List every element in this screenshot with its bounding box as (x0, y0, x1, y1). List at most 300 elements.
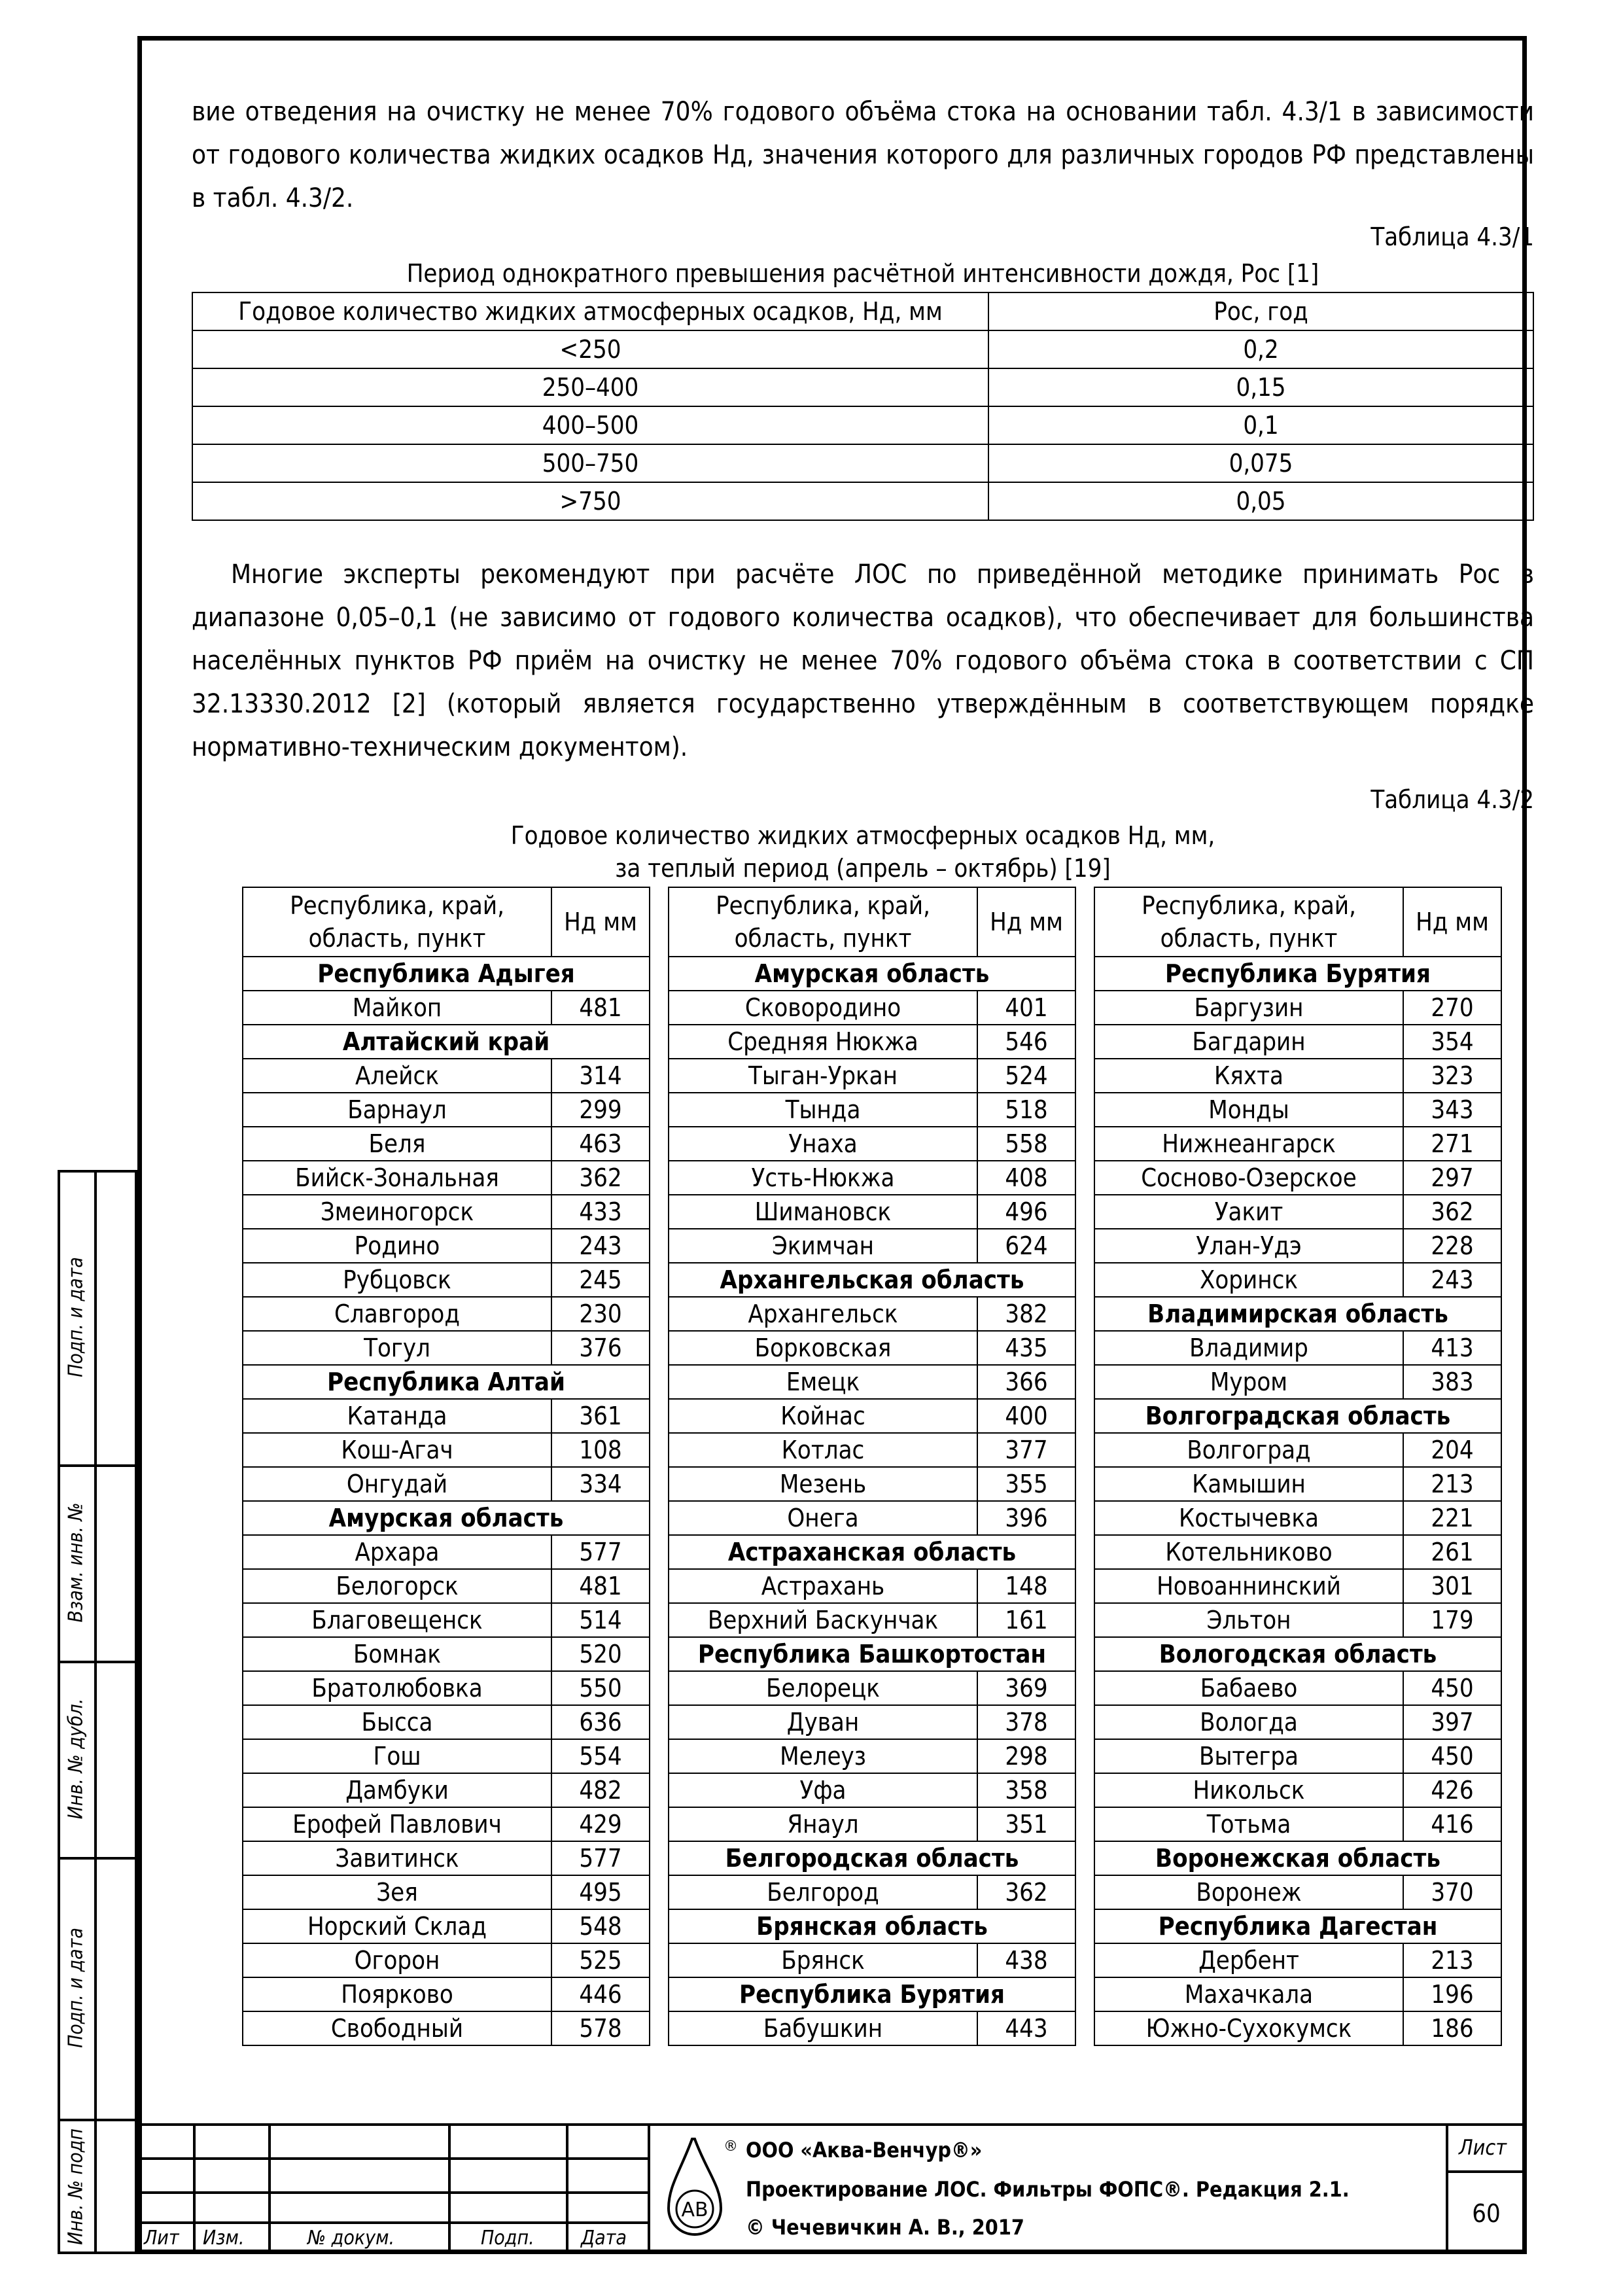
table-row (669, 1161, 1075, 1195)
table-row (1094, 1059, 1501, 1093)
place-name: Бабаево (1094, 1671, 1403, 1705)
table-row (669, 1909, 1075, 1943)
table-row (1094, 1229, 1501, 1263)
header-value: Hд мм (977, 887, 1075, 957)
precipitation-value: 383 (1403, 1365, 1501, 1399)
table-row (243, 1569, 650, 1603)
table-row (1094, 1977, 1501, 2011)
side-cell-vzam-inv (58, 1464, 97, 1661)
stamp-col-line (268, 2123, 271, 2254)
table2-caption-line1: Годовое количество жидких атмосферных осадков Hд, мм, (510, 821, 1215, 850)
table1-cell: 250–400 (192, 368, 988, 406)
precipitation-value: 636 (551, 1705, 650, 1739)
table-row (243, 991, 650, 1025)
table-row (243, 1705, 650, 1739)
logo-lettering: АВ (681, 2199, 708, 2221)
table-row (1094, 957, 1501, 991)
precipitation-value: 396 (977, 1501, 1075, 1535)
region-name: Республика Адыгея (243, 957, 650, 991)
place-name: Бысса (243, 1705, 551, 1739)
table-row (243, 1433, 650, 1467)
table-row (1094, 1161, 1501, 1195)
place-name: Костычевка (1094, 1501, 1403, 1535)
table-row (669, 2011, 1075, 2045)
table-row (243, 1501, 650, 1535)
table1-cell: 0,05 (988, 482, 1533, 520)
place-name: Норский Склад (243, 1909, 551, 1943)
company-logo (661, 2135, 738, 2243)
place-name: Змеиногорск (243, 1195, 551, 1229)
table-row (1094, 1433, 1501, 1467)
table-row (243, 1535, 650, 1569)
place-name: Ерофей Павлович (243, 1807, 551, 1841)
place-name: Воронеж (1094, 1875, 1403, 1909)
precipitation-value: 323 (1403, 1059, 1501, 1093)
sheet-number: 60 (1472, 2199, 1501, 2228)
table-row (669, 1943, 1075, 1977)
table-row (243, 1263, 650, 1297)
place-name: Южно-Сухокумск (1094, 2011, 1403, 2045)
table1-cell: 0,15 (988, 368, 1533, 406)
stamp-col-izm: Изм. (203, 2227, 245, 2250)
table-row (669, 1059, 1075, 1093)
precipitation-value: 161 (977, 1603, 1075, 1637)
table-row (243, 957, 650, 991)
precipitation-value: 230 (551, 1297, 650, 1331)
place-name: Средняя Нюкжа (669, 1025, 977, 1059)
table-row (669, 1263, 1075, 1297)
place-name: Эльтон (1094, 1603, 1403, 1637)
table-row (243, 1365, 650, 1399)
table-row (243, 1025, 650, 1059)
table-row (669, 1739, 1075, 1773)
document-title: Проектирование ЛОС. Фильтры ФОПС®. Редакция 2.1. (746, 2177, 1350, 2202)
precipitation-value: 525 (551, 1943, 650, 1977)
place-name: Дербент (1094, 1943, 1403, 1977)
place-name: Мезень (669, 1467, 977, 1501)
table-row (243, 1399, 650, 1433)
precipitation-value: 481 (551, 1569, 650, 1603)
paragraph-experts-text: Многие эксперты рекомендуют при расчёте ЛОС по приведённой методике принимать Pос в диапазоне 0,05–0,1 (не зависимо от годового количества осадков), что обеспечивает для большинства населённых пунктов РФ приём на очистку не менее 70% годового объёма стока в соответствии с СП 32.13330.2012 [2] (который является государственно утверждённым в соответствующем порядке нормативно-техническим документом). (192, 559, 1534, 762)
precipitation-value: 213 (1403, 1943, 1501, 1977)
copyright: © Чечевичкин А. В., 2017 (746, 2215, 1024, 2240)
place-name: Камышин (1094, 1467, 1403, 1501)
table-row (669, 1195, 1075, 1229)
stamp-col-podp: Подп. (481, 2227, 534, 2250)
place-name: Никольск (1094, 1773, 1403, 1807)
table-row (669, 1705, 1075, 1739)
place-name: Баргузин (1094, 991, 1403, 1025)
place-name: Братолюбовка (243, 1671, 551, 1705)
table-row (669, 1603, 1075, 1637)
table1-caption: Период однократного превышения расчётной интенсивности дождя, Pос [1] (406, 259, 1319, 288)
table2-caption (192, 819, 1534, 885)
precipitation-value: 550 (551, 1671, 650, 1705)
precipitation-value: 401 (977, 991, 1075, 1025)
table-header-row (243, 887, 650, 957)
precipitation-value: 577 (551, 1535, 650, 1569)
svg-text:®: ® (724, 2138, 738, 2155)
precipitation-value: 481 (551, 991, 650, 1025)
table-row (669, 1331, 1075, 1365)
table-row (1094, 1535, 1501, 1569)
place-name: Борковская (669, 1331, 977, 1365)
stamp-col-dokum: № докум. (307, 2227, 395, 2250)
precipitation-value: 270 (1403, 991, 1501, 1025)
precipitation-value: 429 (551, 1807, 650, 1841)
place-name: Онега (669, 1501, 977, 1535)
table1-cell: >750 (192, 482, 988, 520)
table-row (1094, 1365, 1501, 1399)
place-name: Сковородино (669, 991, 977, 1025)
place-name: Тотьма (1094, 1807, 1403, 1841)
place-name: Дуван (669, 1705, 977, 1739)
stamp-col-line (566, 2123, 568, 2254)
stamp-col-line (648, 2123, 650, 2254)
stamp-col-line (448, 2123, 451, 2254)
table-row (243, 1671, 650, 1705)
header-value: Hд мм (1403, 887, 1501, 957)
place-name: Махачкала (1094, 1977, 1403, 2011)
precipitation-value: 355 (977, 1467, 1075, 1501)
place-name: Славгород (243, 1297, 551, 1331)
stamp-col-line (193, 2123, 196, 2254)
table-row (669, 1467, 1075, 1501)
table-row (1094, 1331, 1501, 1365)
table1-cell: 0,2 (988, 330, 1533, 368)
precipitation-value: 577 (551, 1841, 650, 1875)
precipitation-value: 546 (977, 1025, 1075, 1059)
region-name: Брянская область (669, 1909, 1075, 1943)
stamp-row-line (137, 2191, 648, 2194)
precipitation-value: 426 (1403, 1773, 1501, 1807)
table2-caption-line2: за теплый период (апрель – октябрь) [19] (615, 854, 1111, 883)
place-name: Свободный (243, 2011, 551, 2045)
region-name: Республика Дагестан (1094, 1909, 1501, 1943)
place-name: Волгоград (1094, 1433, 1403, 1467)
precipitation-value: 221 (1403, 1501, 1501, 1535)
place-name: Койнас (669, 1399, 977, 1433)
side-label: Подп. и дата (64, 1257, 88, 1377)
table-row (243, 1739, 650, 1773)
table1-col1-header: Годовое количество жидких атмосферных осадков, Hд, мм (192, 292, 988, 330)
place-name: Бомнак (243, 1637, 551, 1671)
precipitation-value: 435 (977, 1331, 1075, 1365)
table-row (669, 1841, 1075, 1875)
table1-cell: 0,075 (988, 444, 1533, 482)
place-name: Алейск (243, 1059, 551, 1093)
region-name: Республика Бурятия (1094, 957, 1501, 991)
table-row (1094, 1195, 1501, 1229)
table-row (669, 1671, 1075, 1705)
precipitation-value: 378 (977, 1705, 1075, 1739)
table1-cell: <250 (192, 330, 988, 368)
table-row (1094, 1399, 1501, 1433)
table-row (192, 406, 1533, 444)
table-row (1094, 1569, 1501, 1603)
table-row (669, 957, 1075, 991)
place-name: Верхний Баскунчак (669, 1603, 977, 1637)
table-row (192, 330, 1533, 368)
intro-text: вие отведения на очистку не менее 70% годового объёма стока на основании табл. 4.3/1 в зависимости от годового количества жидких осадков Hд, значения которого для различных городов РФ представлены в табл. 4.3/2. (192, 97, 1534, 213)
table-row (669, 1297, 1075, 1331)
table-row (1094, 1297, 1501, 1331)
place-name: Сосново-Озерское (1094, 1161, 1403, 1195)
place-name: Поярково (243, 1977, 551, 2011)
place-name: Уакит (1094, 1195, 1403, 1229)
place-name: Завитинск (243, 1841, 551, 1875)
side-label: Инв. № дубл. (64, 1698, 88, 1820)
place-name: Тогул (243, 1331, 551, 1365)
place-name: Гош (243, 1739, 551, 1773)
precipitation-value: 366 (977, 1365, 1075, 1399)
precipitation-value: 578 (551, 2011, 650, 2045)
precipitation-value: 433 (551, 1195, 650, 1229)
header-place: Республика, край, область, пункт (1094, 887, 1403, 957)
place-name: Унаха (669, 1127, 977, 1161)
region-name: Волгоградская область (1094, 1399, 1501, 1433)
place-name: Онгудай (243, 1467, 551, 1501)
table-row (1094, 1127, 1501, 1161)
table-row (192, 444, 1533, 482)
place-name: Благовещенск (243, 1603, 551, 1637)
table-row (243, 1909, 650, 1943)
place-name: Багдарин (1094, 1025, 1403, 1059)
region-name: Астраханская область (669, 1535, 1075, 1569)
table-header-row (669, 887, 1075, 957)
place-name: Бийск-Зональная (243, 1161, 551, 1195)
precipitation-value: 397 (1403, 1705, 1501, 1739)
precipitation-value: 298 (977, 1739, 1075, 1773)
table-row (1094, 1739, 1501, 1773)
table-row (669, 1977, 1075, 2011)
place-name: Хоринск (1094, 1263, 1403, 1297)
precipitation-value: 438 (977, 1943, 1075, 1977)
title-block (137, 2123, 1527, 2254)
table-row (243, 1331, 650, 1365)
precipitation-value: 362 (977, 1875, 1075, 1909)
table-row (669, 1501, 1075, 1535)
table-row (1094, 991, 1501, 1025)
precipitation-value: 520 (551, 1637, 650, 1671)
region-name: Республика Алтай (243, 1365, 650, 1399)
place-name: Кош-Агач (243, 1433, 551, 1467)
place-name: Дамбуки (243, 1773, 551, 1807)
precipitation-value: 245 (551, 1263, 650, 1297)
precipitation-value: 450 (1403, 1739, 1501, 1773)
stamp-col-data: Дата (581, 2227, 627, 2250)
table-row (1094, 2011, 1501, 2045)
place-name: Кяхта (1094, 1059, 1403, 1093)
place-name: Тыган-Уркан (669, 1059, 977, 1093)
precipitation-value: 299 (551, 1093, 650, 1127)
table-row (243, 1807, 650, 1841)
table1-number: Таблица 4.3/1 (1370, 222, 1534, 251)
precipitation-value: 351 (977, 1807, 1075, 1841)
table-header-row (1094, 887, 1501, 957)
precipitation-value: 261 (1403, 1535, 1501, 1569)
intro-paragraph (192, 90, 1534, 220)
precipitation-value: 450 (1403, 1671, 1501, 1705)
precipitation-table-left (242, 887, 650, 2046)
precipitation-value: 558 (977, 1127, 1075, 1161)
place-name: Тында (669, 1093, 977, 1127)
place-name: Барнаул (243, 1093, 551, 1127)
table-row (1094, 1025, 1501, 1059)
table-row (243, 1297, 650, 1331)
place-name: Мелеуз (669, 1739, 977, 1773)
precipitation-value: 370 (1403, 1875, 1501, 1909)
precipitation-value: 361 (551, 1399, 650, 1433)
side-label: Подп. и дата (64, 1928, 88, 2048)
precipitation-value: 204 (1403, 1433, 1501, 1467)
precipitation-value: 413 (1403, 1331, 1501, 1365)
place-name: Архангельск (669, 1297, 977, 1331)
place-name: Рубцовск (243, 1263, 551, 1297)
precipitation-value: 443 (977, 2011, 1075, 2045)
precipitation-value: 554 (551, 1739, 650, 1773)
place-name: Вологда (1094, 1705, 1403, 1739)
region-name: Амурская область (243, 1501, 650, 1535)
precipitation-value: 196 (1403, 1977, 1501, 2011)
table-row (1094, 1705, 1501, 1739)
precipitation-value: 186 (1403, 2011, 1501, 2045)
header-place: Республика, край, область, пункт (669, 887, 977, 957)
side-cell-inv-podp (58, 2119, 97, 2254)
table-row (1094, 1943, 1501, 1977)
table1-cell: 500–750 (192, 444, 988, 482)
table-row (1094, 1263, 1501, 1297)
table-row (669, 1535, 1075, 1569)
precipitation-value: 377 (977, 1433, 1075, 1467)
precipitation-value: 514 (551, 1603, 650, 1637)
precipitation-value: 271 (1403, 1127, 1501, 1161)
place-name: Белгород (669, 1875, 977, 1909)
precipitation-value: 343 (1403, 1093, 1501, 1127)
precipitation-value: 382 (977, 1297, 1075, 1331)
table-row (1094, 1637, 1501, 1671)
table-row (243, 1943, 650, 1977)
table-row (669, 1229, 1075, 1263)
place-name: Емецк (669, 1365, 977, 1399)
place-name: Уфа (669, 1773, 977, 1807)
precipitation-value: 376 (551, 1331, 650, 1365)
side-cell-podp-data-2 (58, 1857, 97, 2119)
precipitation-value: 301 (1403, 1569, 1501, 1603)
company-name: ООО «Аква-Венчур®» (746, 2138, 983, 2163)
table-row (192, 482, 1533, 520)
precipitation-value: 213 (1403, 1467, 1501, 1501)
place-name: Монды (1094, 1093, 1403, 1127)
place-name: Экимчан (669, 1229, 977, 1263)
place-name: Владимир (1094, 1331, 1403, 1365)
place-name: Котельниково (1094, 1535, 1403, 1569)
precipitation-table-right (1094, 887, 1502, 2046)
table1-cell: 0,1 (988, 406, 1533, 444)
precipitation-value: 334 (551, 1467, 650, 1501)
region-name: Алтайский край (243, 1025, 650, 1059)
stamp-row-line (137, 2221, 648, 2224)
region-name: Амурская область (669, 957, 1075, 991)
sheet-label: Лист (1459, 2135, 1507, 2160)
place-name: Огорон (243, 1943, 551, 1977)
precipitation-value: 148 (977, 1569, 1075, 1603)
precipitation-value: 297 (1403, 1161, 1501, 1195)
precipitation-value: 179 (1403, 1603, 1501, 1637)
precipitation-value: 416 (1403, 1807, 1501, 1841)
precipitation-value: 354 (1403, 1025, 1501, 1059)
precipitation-value: 548 (551, 1909, 650, 1943)
stamp-col-lit: Лит (144, 2227, 179, 2250)
region-name: Республика Бурятия (669, 1977, 1075, 2011)
precipitation-value: 482 (551, 1773, 650, 1807)
region-name: Владимирская область (1094, 1297, 1501, 1331)
table-row (1094, 1773, 1501, 1807)
table-row (669, 1365, 1075, 1399)
side-cell-inv-dubl (58, 1661, 97, 1857)
place-name: Архара (243, 1535, 551, 1569)
place-name: Родино (243, 1229, 551, 1263)
precipitation-value: 400 (977, 1399, 1075, 1433)
table-row (669, 1433, 1075, 1467)
region-name: Архангельская область (669, 1263, 1075, 1297)
precipitation-value: 362 (1403, 1195, 1501, 1229)
table-row (243, 1637, 650, 1671)
place-name: Беля (243, 1127, 551, 1161)
region-name: Вологодская область (1094, 1637, 1501, 1671)
table-row (243, 1161, 650, 1195)
table-row (1094, 1841, 1501, 1875)
paragraph-experts (192, 553, 1534, 769)
side-label: Инв. № подп (64, 2128, 88, 2245)
precipitation-value: 524 (977, 1059, 1075, 1093)
header-place: Республика, край, область, пункт (243, 887, 551, 957)
place-name: Белорецк (669, 1671, 977, 1705)
precipitation-value: 362 (551, 1161, 650, 1195)
precipitation-value: 518 (977, 1093, 1075, 1127)
precipitation-value: 358 (977, 1773, 1075, 1807)
table-row (1094, 1467, 1501, 1501)
place-name: Зея (243, 1875, 551, 1909)
place-name: Вытегра (1094, 1739, 1403, 1773)
table-row (669, 1637, 1075, 1671)
table-row (1094, 1093, 1501, 1127)
table-row (669, 1569, 1075, 1603)
precipitation-value: 495 (551, 1875, 650, 1909)
place-name: Муром (1094, 1365, 1403, 1399)
side-stamp (58, 1170, 137, 2254)
region-name: Белгородская область (669, 1841, 1075, 1875)
table-row (669, 1399, 1075, 1433)
place-name: Улан-Удэ (1094, 1229, 1403, 1263)
table-row (243, 1773, 650, 1807)
stamp-row-line (137, 2157, 648, 2160)
table-row (243, 1603, 650, 1637)
table-row (669, 1807, 1075, 1841)
table-row (669, 991, 1075, 1025)
table-row (669, 1093, 1075, 1127)
place-name: Астрахань (669, 1569, 977, 1603)
precipitation-value: 408 (977, 1161, 1075, 1195)
table1-col2-header: Pос, год (988, 292, 1533, 330)
table-row (669, 1875, 1075, 1909)
precipitation-value: 108 (551, 1433, 650, 1467)
precipitation-value: 314 (551, 1059, 650, 1093)
table-row (192, 368, 1533, 406)
table1-cell: 400–500 (192, 406, 988, 444)
precipitation-value: 496 (977, 1195, 1075, 1229)
table-row (1094, 1501, 1501, 1535)
